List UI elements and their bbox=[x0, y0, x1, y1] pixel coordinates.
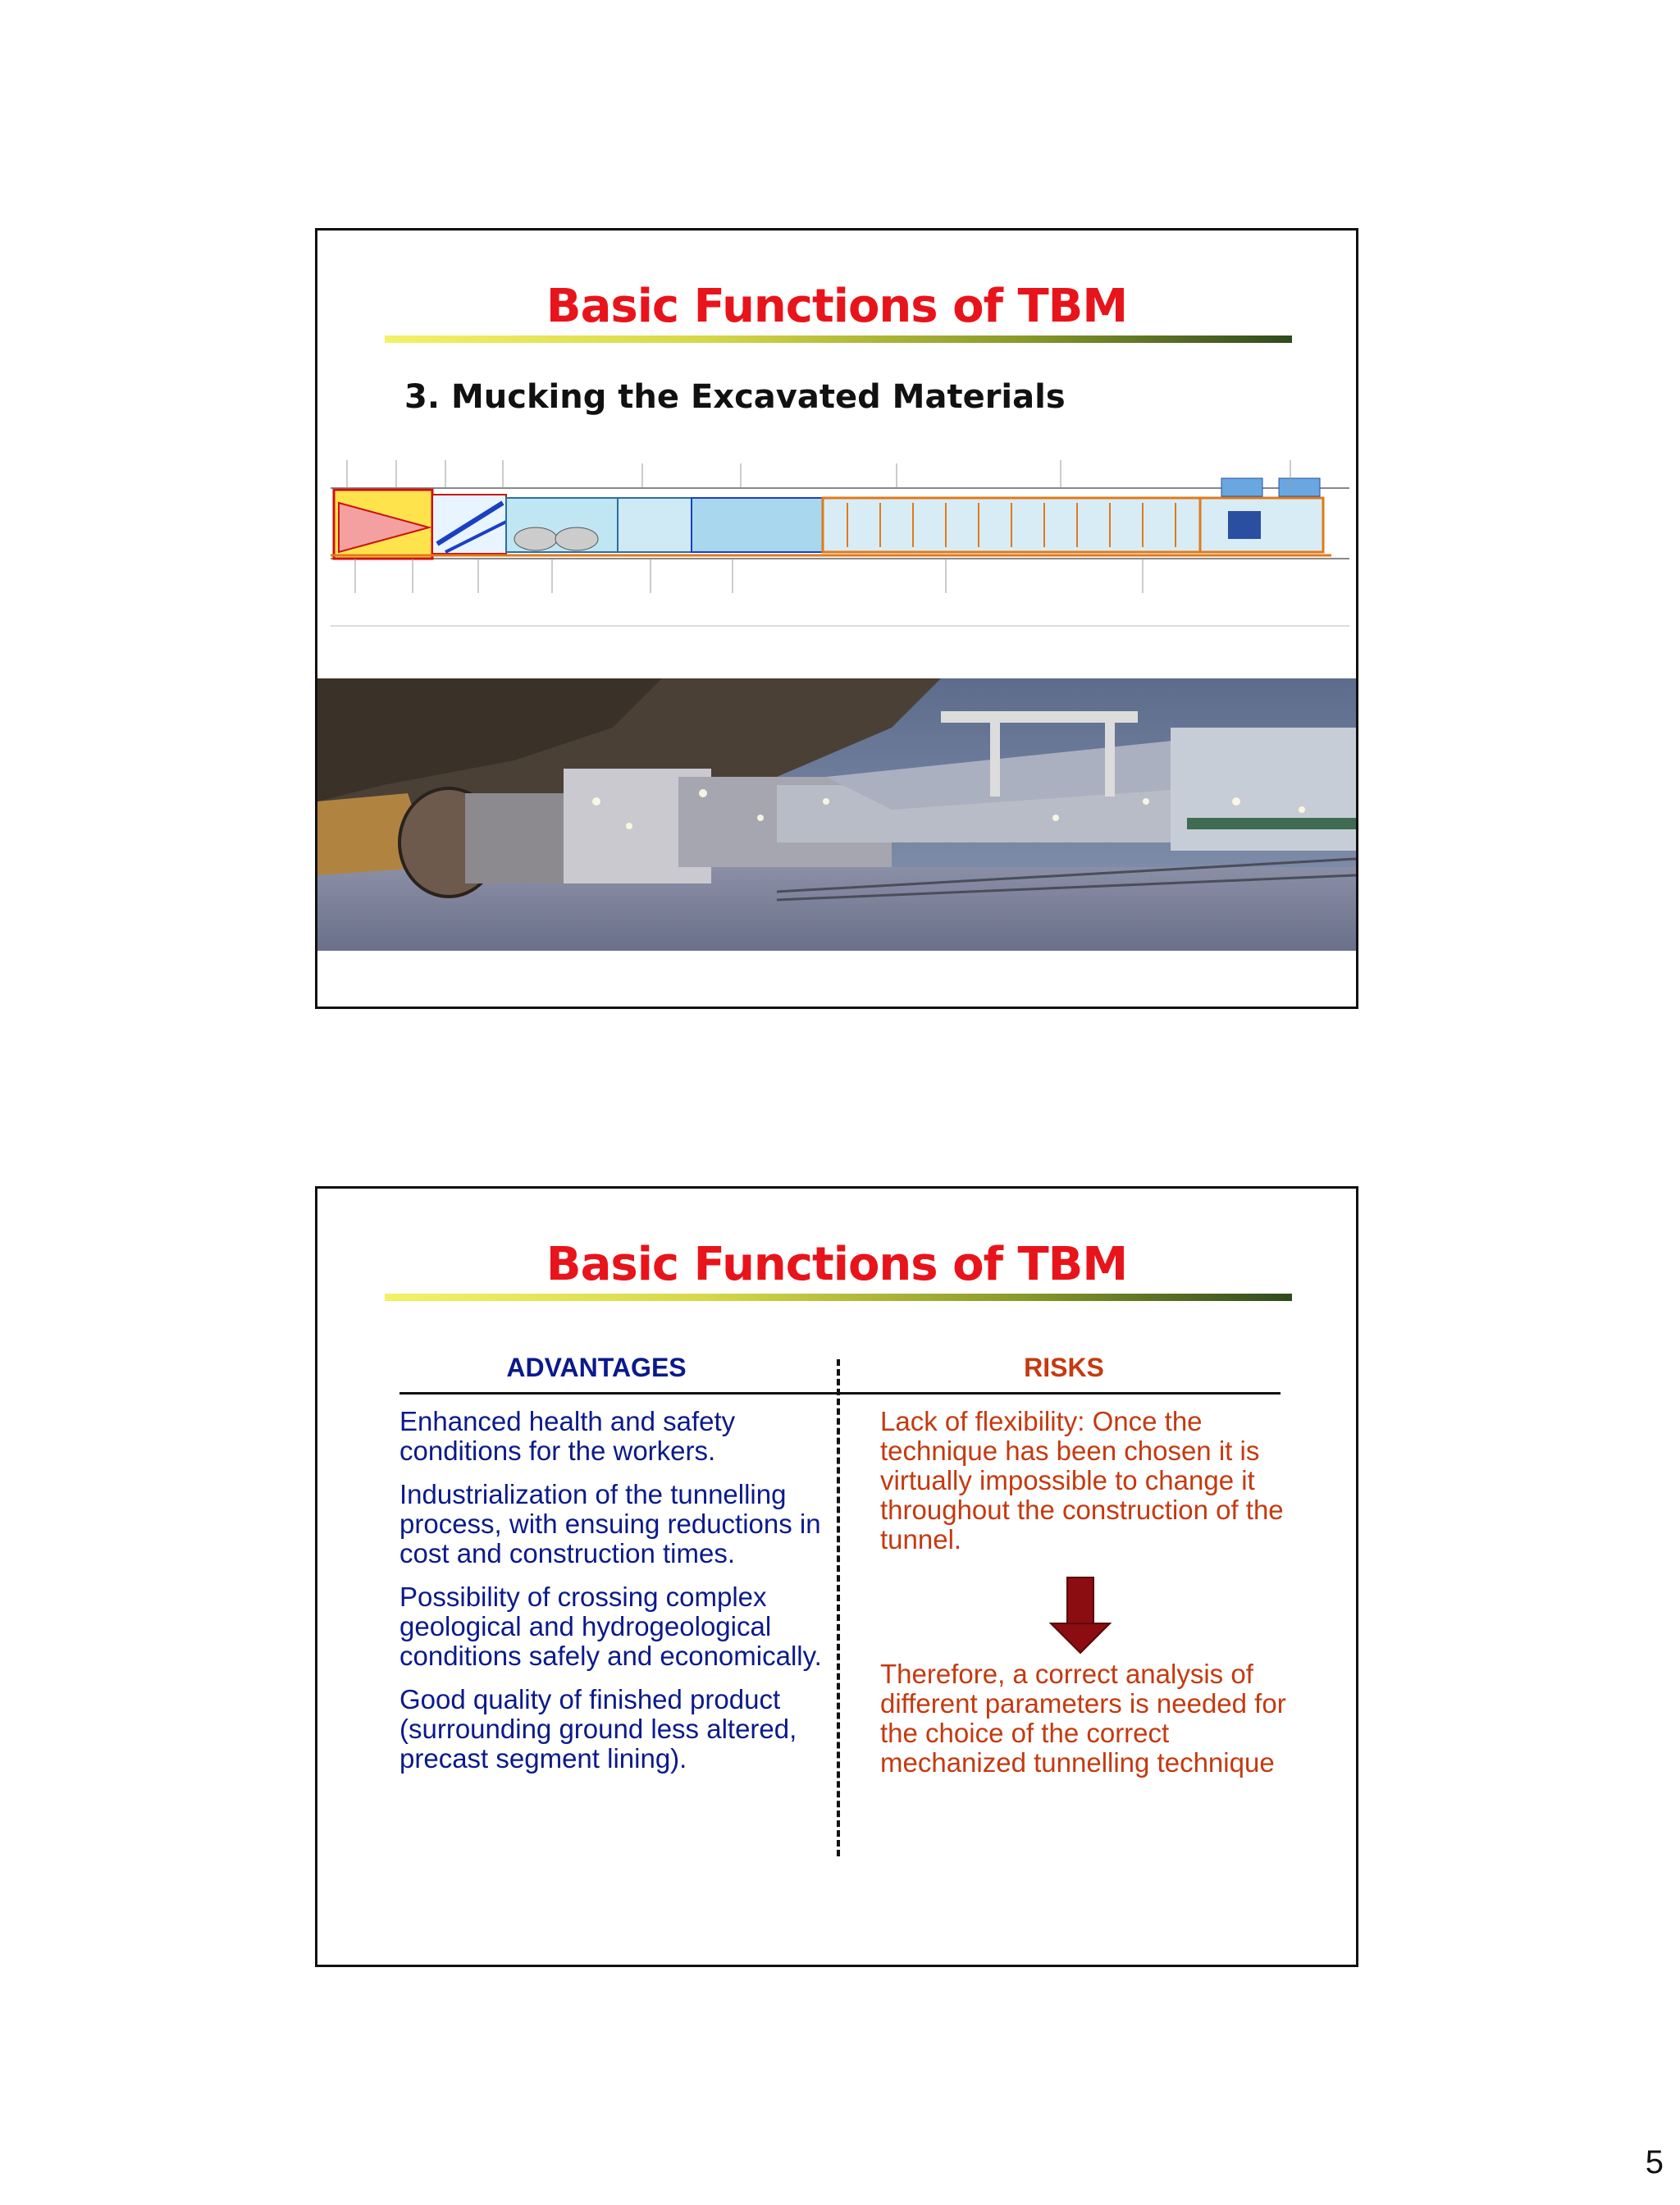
advantage-item: Possibility of crossing complex geological and hydrogeological conditions safely and economically. bbox=[399, 1582, 822, 1671]
slide-title: Basic Functions of TBM bbox=[546, 1238, 1128, 1291]
slide-subtitle: 3. Mucking the Excavated Materials bbox=[404, 378, 1066, 416]
tbm-section-diagram bbox=[322, 454, 1358, 659]
advantages-list bbox=[399, 1407, 826, 1787]
slide-advantages-risks bbox=[315, 1186, 1358, 1967]
down-arrow-icon bbox=[1048, 1576, 1113, 1655]
tbm-assembly-photo bbox=[317, 678, 1356, 951]
page-number: 5 bbox=[1645, 2144, 1664, 2180]
advantages-heading: ADVANTAGES bbox=[506, 1353, 687, 1382]
title-underline bbox=[385, 336, 1292, 343]
slide-mucking bbox=[315, 228, 1358, 1009]
advantage-item: Industrialization of the tunnelling process, with ensuing reductions in cost and construction times. bbox=[399, 1479, 821, 1568]
advantage-item: Enhanced health and safety conditions for the workers. bbox=[399, 1406, 736, 1466]
table-header-divider bbox=[399, 1392, 1281, 1395]
risk-statement: Lack of flexibility: Once the technique has been chosen it is virtually impossible to change it throughout the construction of the tunnel. bbox=[880, 1406, 1284, 1554]
title-underline bbox=[385, 1294, 1292, 1301]
risks-heading: RISKS bbox=[1024, 1353, 1104, 1382]
slide-title: Basic Functions of TBM bbox=[546, 280, 1128, 333]
column-divider bbox=[837, 1359, 840, 1856]
conclusion-statement: Therefore, a correct analysis of different parameters is needed for the choice of the correct mechanized tunnelling technique bbox=[880, 1659, 1286, 1778]
advantage-item: Good quality of finished product (surrounding ground less altered, precast segment lining). bbox=[399, 1684, 797, 1774]
